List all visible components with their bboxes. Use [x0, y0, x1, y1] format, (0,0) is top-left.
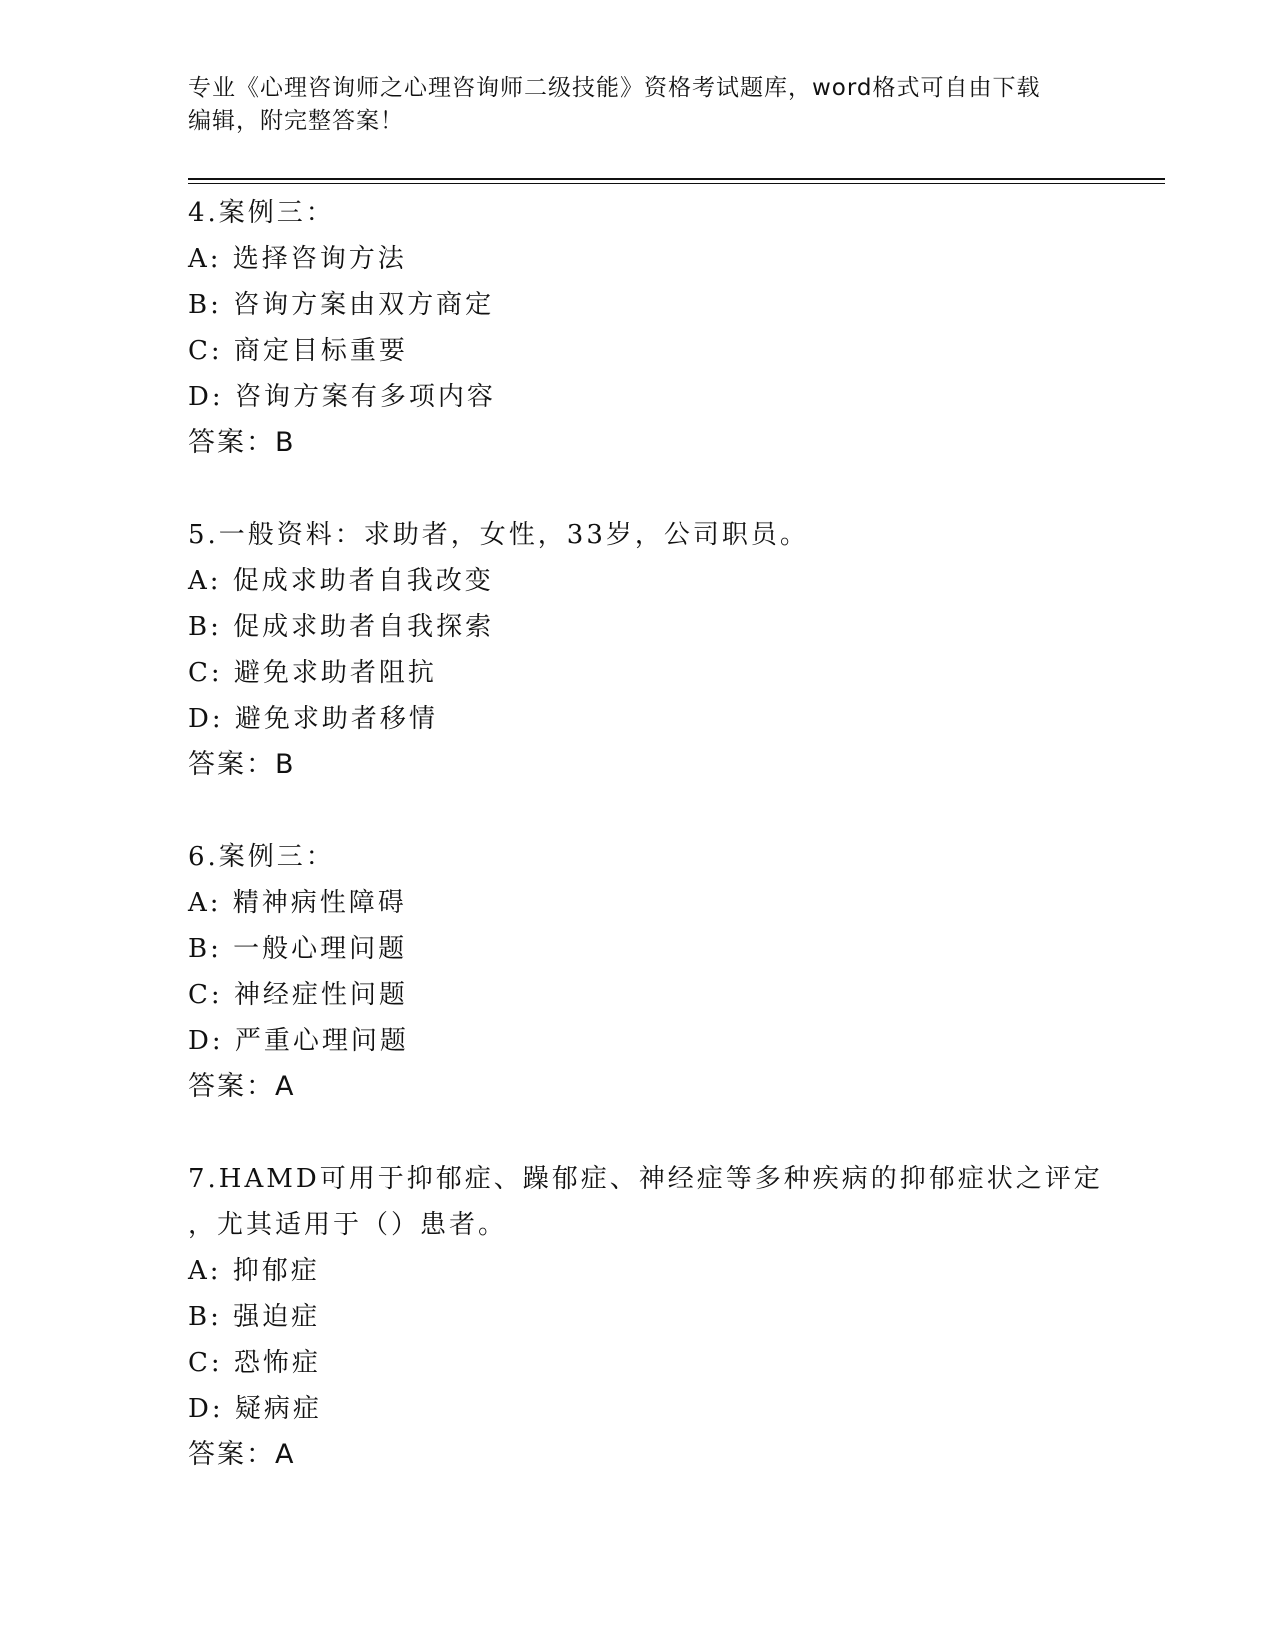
question-7: [188, 1156, 1103, 1478]
header-divider-thick: [188, 178, 1165, 180]
question-stem-continued: ，尤其适用于（）患者。: [188, 1210, 508, 1240]
option-b: B: 促成求助者自我探索: [188, 612, 495, 642]
answer-line: 答案：A: [188, 1071, 296, 1102]
question-6: [188, 834, 1088, 1110]
option-a: A: 抑郁症: [188, 1256, 320, 1286]
answer-line: 答案：A: [188, 1439, 296, 1470]
option-d: D: 咨询方案有多项内容: [188, 382, 496, 412]
option-b: B: 一般心理问题: [188, 934, 408, 964]
option-c: C: 恐怖症: [188, 1348, 321, 1378]
option-a: A: 促成求助者自我改变: [188, 566, 494, 596]
option-c: C: 避免求助者阻抗: [188, 658, 437, 688]
option-b: B: 咨询方案由双方商定: [188, 290, 495, 320]
option-d: D: 疑病症: [188, 1394, 322, 1424]
option-c: C: 神经症性问题: [188, 980, 408, 1010]
question-5: [188, 512, 1088, 788]
answer-line: 答案：B: [188, 427, 296, 458]
option-d: D: 避免求助者移情: [188, 704, 438, 734]
header-line-2: 编辑，附完整答案！: [188, 108, 404, 134]
option-a: A: 选择咨询方法: [188, 244, 407, 274]
question-4: [188, 190, 1088, 466]
document-header: [188, 72, 1088, 138]
option-c: C: 商定目标重要: [188, 336, 408, 366]
option-b: B: 强迫症: [188, 1302, 321, 1332]
question-stem: 6.案例三：: [188, 842, 335, 872]
question-stem: 4.案例三：: [188, 198, 335, 228]
answer-line: 答案：B: [188, 749, 296, 780]
option-d: D: 严重心理问题: [188, 1026, 409, 1056]
header-divider-thin: [188, 183, 1165, 184]
question-stem: 7.HAMD可用于抑郁症、躁郁症、神经症等多种疾病的抑郁症状之评定: [188, 1164, 1103, 1194]
option-a: A: 精神病性障碍: [188, 888, 407, 918]
question-list: [188, 190, 1103, 1478]
question-stem: 5.一般资料：求助者，女性，33岁，公司职员。: [188, 520, 809, 550]
header-line-1: 专业《心理咨询师之心理咨询师二级技能》资格考试题库，word格式可自由下载: [188, 75, 1041, 101]
